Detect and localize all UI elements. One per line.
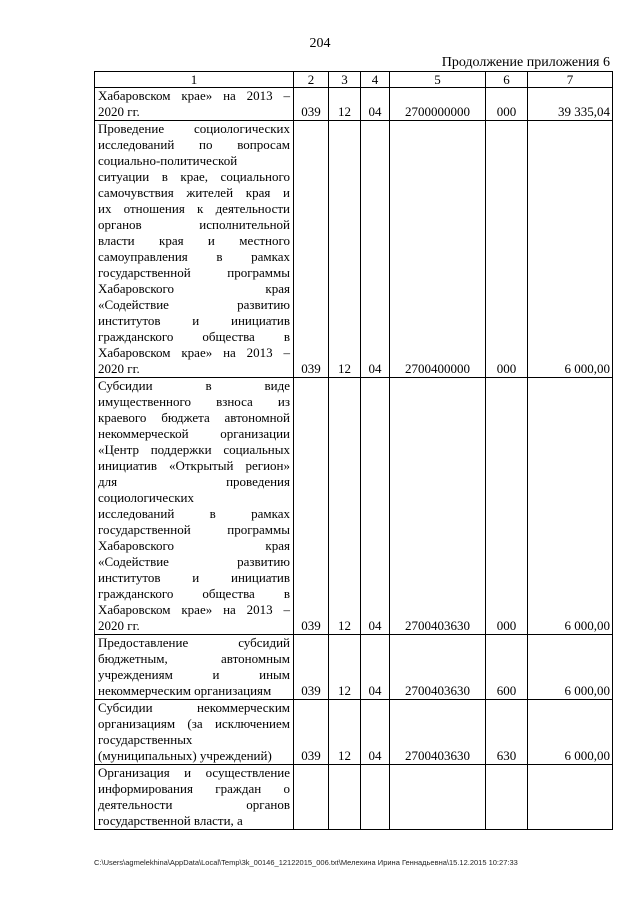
grbs-code-cell: 039: [294, 635, 329, 700]
description-line: самочувствия жителей края и: [98, 185, 290, 200]
description-line: Организация и осуществление: [98, 765, 290, 780]
continuation-note: Продолжение приложения 6: [441, 55, 610, 70]
header-cell: 3: [329, 72, 361, 88]
row-description: [95, 765, 294, 830]
subsection-code-cell: 04: [361, 635, 390, 700]
description-line: учреждениям и иным: [98, 667, 290, 682]
expense-type-code-cell: 000: [486, 378, 528, 635]
description-line: (муниципальных) учреждений): [98, 748, 272, 763]
description-line: информирования граждан о: [98, 781, 290, 796]
target-article-code-cell: 2700000000: [390, 88, 486, 121]
subsection-code-cell: 04: [361, 121, 390, 378]
grbs-code-cell: [294, 765, 329, 830]
description-line: «Содействие развитию: [98, 297, 290, 312]
row-description: [95, 121, 294, 378]
subsection-code-cell: 04: [361, 378, 390, 635]
section-code-cell: 12: [329, 88, 361, 121]
expense-type-code-cell: [486, 765, 528, 830]
target-article-code-cell: 2700403630: [390, 700, 486, 765]
description-line: имущественного взноса из: [98, 394, 290, 409]
description-line: социологических: [98, 490, 194, 505]
target-article-code-cell: 2700403630: [390, 635, 486, 700]
table-row: [95, 700, 613, 765]
footer-file-path: C:\Users\agmelekhina\AppData\Local\Temp\3k_00146_12122015_006.txt\Мелехина Ирина Геннадьевна\15.12.2015 10:27:33: [94, 858, 518, 867]
description-line: для проведения: [98, 474, 290, 489]
header-cell: 5: [390, 72, 486, 88]
grbs-code-cell: 039: [294, 378, 329, 635]
description-line: их отношения к деятельности: [98, 201, 290, 216]
description-line: Хабаровском крае» на 2013 –: [98, 88, 290, 103]
description-line: государственной программы: [98, 522, 290, 537]
description-line: 2020 гг.: [98, 104, 140, 119]
description-line: Субсидии в виде: [98, 378, 290, 393]
expense-type-code-cell: 000: [486, 88, 528, 121]
description-line: «Центр поддержки социальных: [98, 442, 290, 457]
target-article-code-cell: 2700400000: [390, 121, 486, 378]
description-line: деятельности органов: [98, 797, 290, 812]
amount-cell: 39 335,04: [528, 88, 613, 121]
header-cell: 2: [294, 72, 329, 88]
subsection-code-cell: 04: [361, 88, 390, 121]
expense-type-code-cell: 630: [486, 700, 528, 765]
grbs-code-cell: 039: [294, 88, 329, 121]
table-header-row: [95, 72, 613, 88]
table-row: [95, 765, 613, 830]
description-line: краевого бюджета автономной: [98, 410, 290, 425]
description-line: государственной власти, а: [98, 813, 243, 828]
subsection-code-cell: [361, 765, 390, 830]
description-line: «Содействие развитию: [98, 554, 290, 569]
table-row: [95, 121, 613, 378]
description-line: Проведение социологических: [98, 121, 290, 136]
description-line: гражданского общества в: [98, 586, 290, 601]
description-line: исследований в рамках: [98, 506, 290, 521]
description-line: бюджетным, автономным: [98, 651, 290, 666]
section-code-cell: [329, 765, 361, 830]
description-line: самоуправления в рамках: [98, 249, 290, 264]
section-code-cell: 12: [329, 635, 361, 700]
description-line: органов исполнительной: [98, 217, 290, 232]
row-description: [95, 378, 294, 635]
header-cell: 1: [95, 72, 294, 88]
row-description: [95, 700, 294, 765]
section-code-cell: 12: [329, 378, 361, 635]
description-line: Хабаровского края: [98, 538, 290, 553]
row-description: [95, 88, 294, 121]
expense-type-code-cell: 600: [486, 635, 528, 700]
header-cell: 6: [486, 72, 528, 88]
expense-type-code-cell: 000: [486, 121, 528, 378]
table-row: [95, 88, 613, 121]
section-code-cell: 12: [329, 121, 361, 378]
description-line: государственной программы: [98, 265, 290, 280]
description-line: Предоставление субсидий: [98, 635, 290, 650]
section-code-cell: 12: [329, 700, 361, 765]
target-article-code-cell: [390, 765, 486, 830]
description-line: ситуации в крае, социального: [98, 169, 290, 184]
description-line: исследований по вопросам: [98, 137, 290, 152]
description-line: гражданского общества в: [98, 329, 290, 344]
description-line: институтов и инициатив: [98, 313, 290, 328]
amount-cell: 6 000,00: [528, 635, 613, 700]
description-line: инициатив «Открытый регион»: [98, 458, 290, 473]
description-line: Субсидии некоммерческим: [98, 700, 290, 715]
description-line: 2020 гг.: [98, 618, 140, 633]
description-line: Хабаровском крае» на 2013 –: [98, 602, 290, 617]
table-row: [95, 635, 613, 700]
grbs-code-cell: 039: [294, 121, 329, 378]
target-article-code-cell: 2700403630: [390, 378, 486, 635]
description-line: 2020 гг.: [98, 361, 140, 376]
description-line: власти края и местного: [98, 233, 290, 248]
description-line: Хабаровском крае» на 2013 –: [98, 345, 290, 360]
amount-cell: 6 000,00: [528, 700, 613, 765]
header-cell: 7: [528, 72, 613, 88]
budget-table: [94, 71, 613, 830]
description-line: институтов и инициатив: [98, 570, 290, 585]
row-description: [95, 635, 294, 700]
header-cell: 4: [361, 72, 390, 88]
amount-cell: 6 000,00: [528, 378, 613, 635]
amount-cell: 6 000,00: [528, 121, 613, 378]
description-line: социально-политической: [98, 153, 238, 168]
grbs-code-cell: 039: [294, 700, 329, 765]
page-number: 204: [309, 36, 331, 51]
table-row: [95, 378, 613, 635]
subsection-code-cell: 04: [361, 700, 390, 765]
description-line: некоммерческим организациям: [98, 683, 272, 698]
description-line: государственных: [98, 732, 193, 747]
description-line: некоммерческой организации: [98, 426, 290, 441]
amount-cell: [528, 765, 613, 830]
description-line: организациям (за исключением: [98, 716, 290, 731]
description-line: Хабаровского края: [98, 281, 290, 296]
